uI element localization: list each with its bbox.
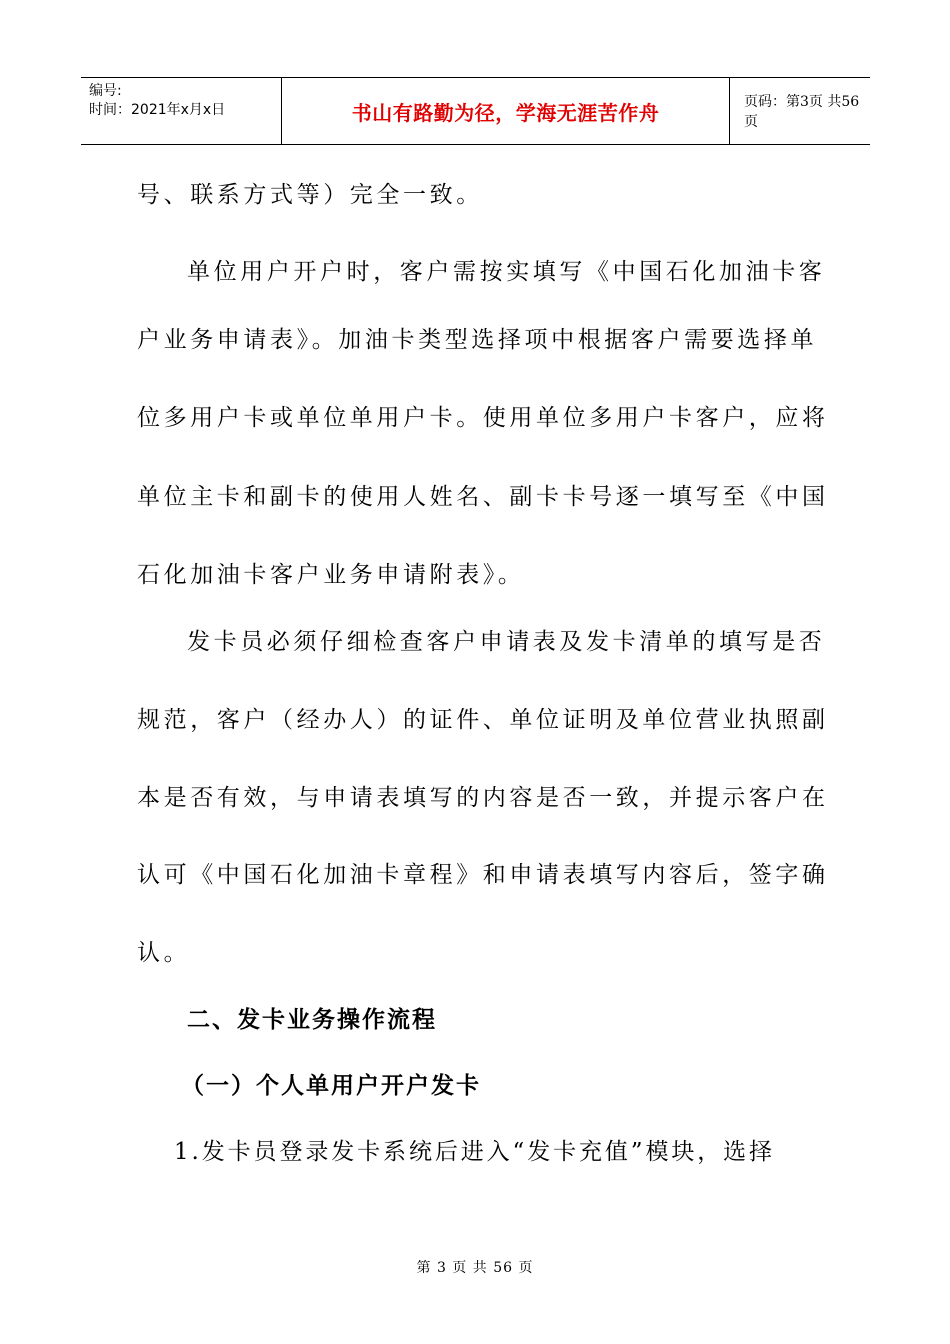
document-date: 时间：2021年x月x日 — [89, 102, 226, 118]
body-line: 位多用户卡或单位单用户卡。使用单位多用户卡客户，应将 — [137, 405, 829, 431]
body-line: 认可《中国石化加油卡章程》和申请表填写内容后，签字确 — [137, 862, 829, 888]
body-line: 发卡员必须仔细检查客户申请表及发卡清单的填写是否 — [187, 629, 826, 655]
document-number: 编号: — [89, 83, 122, 99]
page-footer: 第 3 页 共 56 页 — [416, 1260, 534, 1276]
body-line: 单位用户开户时，客户需按实填写《中国石化加油卡客 — [187, 259, 826, 285]
body-line: 规范，客户（经办人）的证件、单位证明及单位营业执照副 — [137, 707, 829, 733]
header-motto-cell — [282, 78, 730, 144]
header-motto: 书山有路勤为径，学海无涯苦作舟 — [351, 100, 660, 125]
header-page-info: 页码：第3页 共56页 — [744, 94, 860, 130]
body-line: 单位主卡和副卡的使用人姓名、副卡卡号逐一填写至《中国 — [137, 484, 829, 510]
body-line: 石化加油卡客户业务申请附表》。 — [137, 562, 525, 588]
page-header — [81, 77, 870, 145]
body-line: 户业务申请表》。加油卡类型选择项中根据客户需要选择单 — [137, 327, 818, 353]
section-heading: 二、发卡业务操作流程 — [187, 1006, 437, 1033]
body-line: 本是否有效，与申请表填写的内容是否一致，并提示客户在 — [137, 785, 829, 811]
header-meta — [81, 78, 282, 144]
step-text: 1.发卡员登录发卡系统后进入“发卡充值”模块，选择 — [174, 1139, 775, 1165]
subsection-heading: （一）个人单用户开户发卡 — [181, 1072, 481, 1099]
body-line: 认。 — [137, 940, 191, 966]
body-line: 号、联系方式等）完全一致。 — [137, 182, 483, 208]
